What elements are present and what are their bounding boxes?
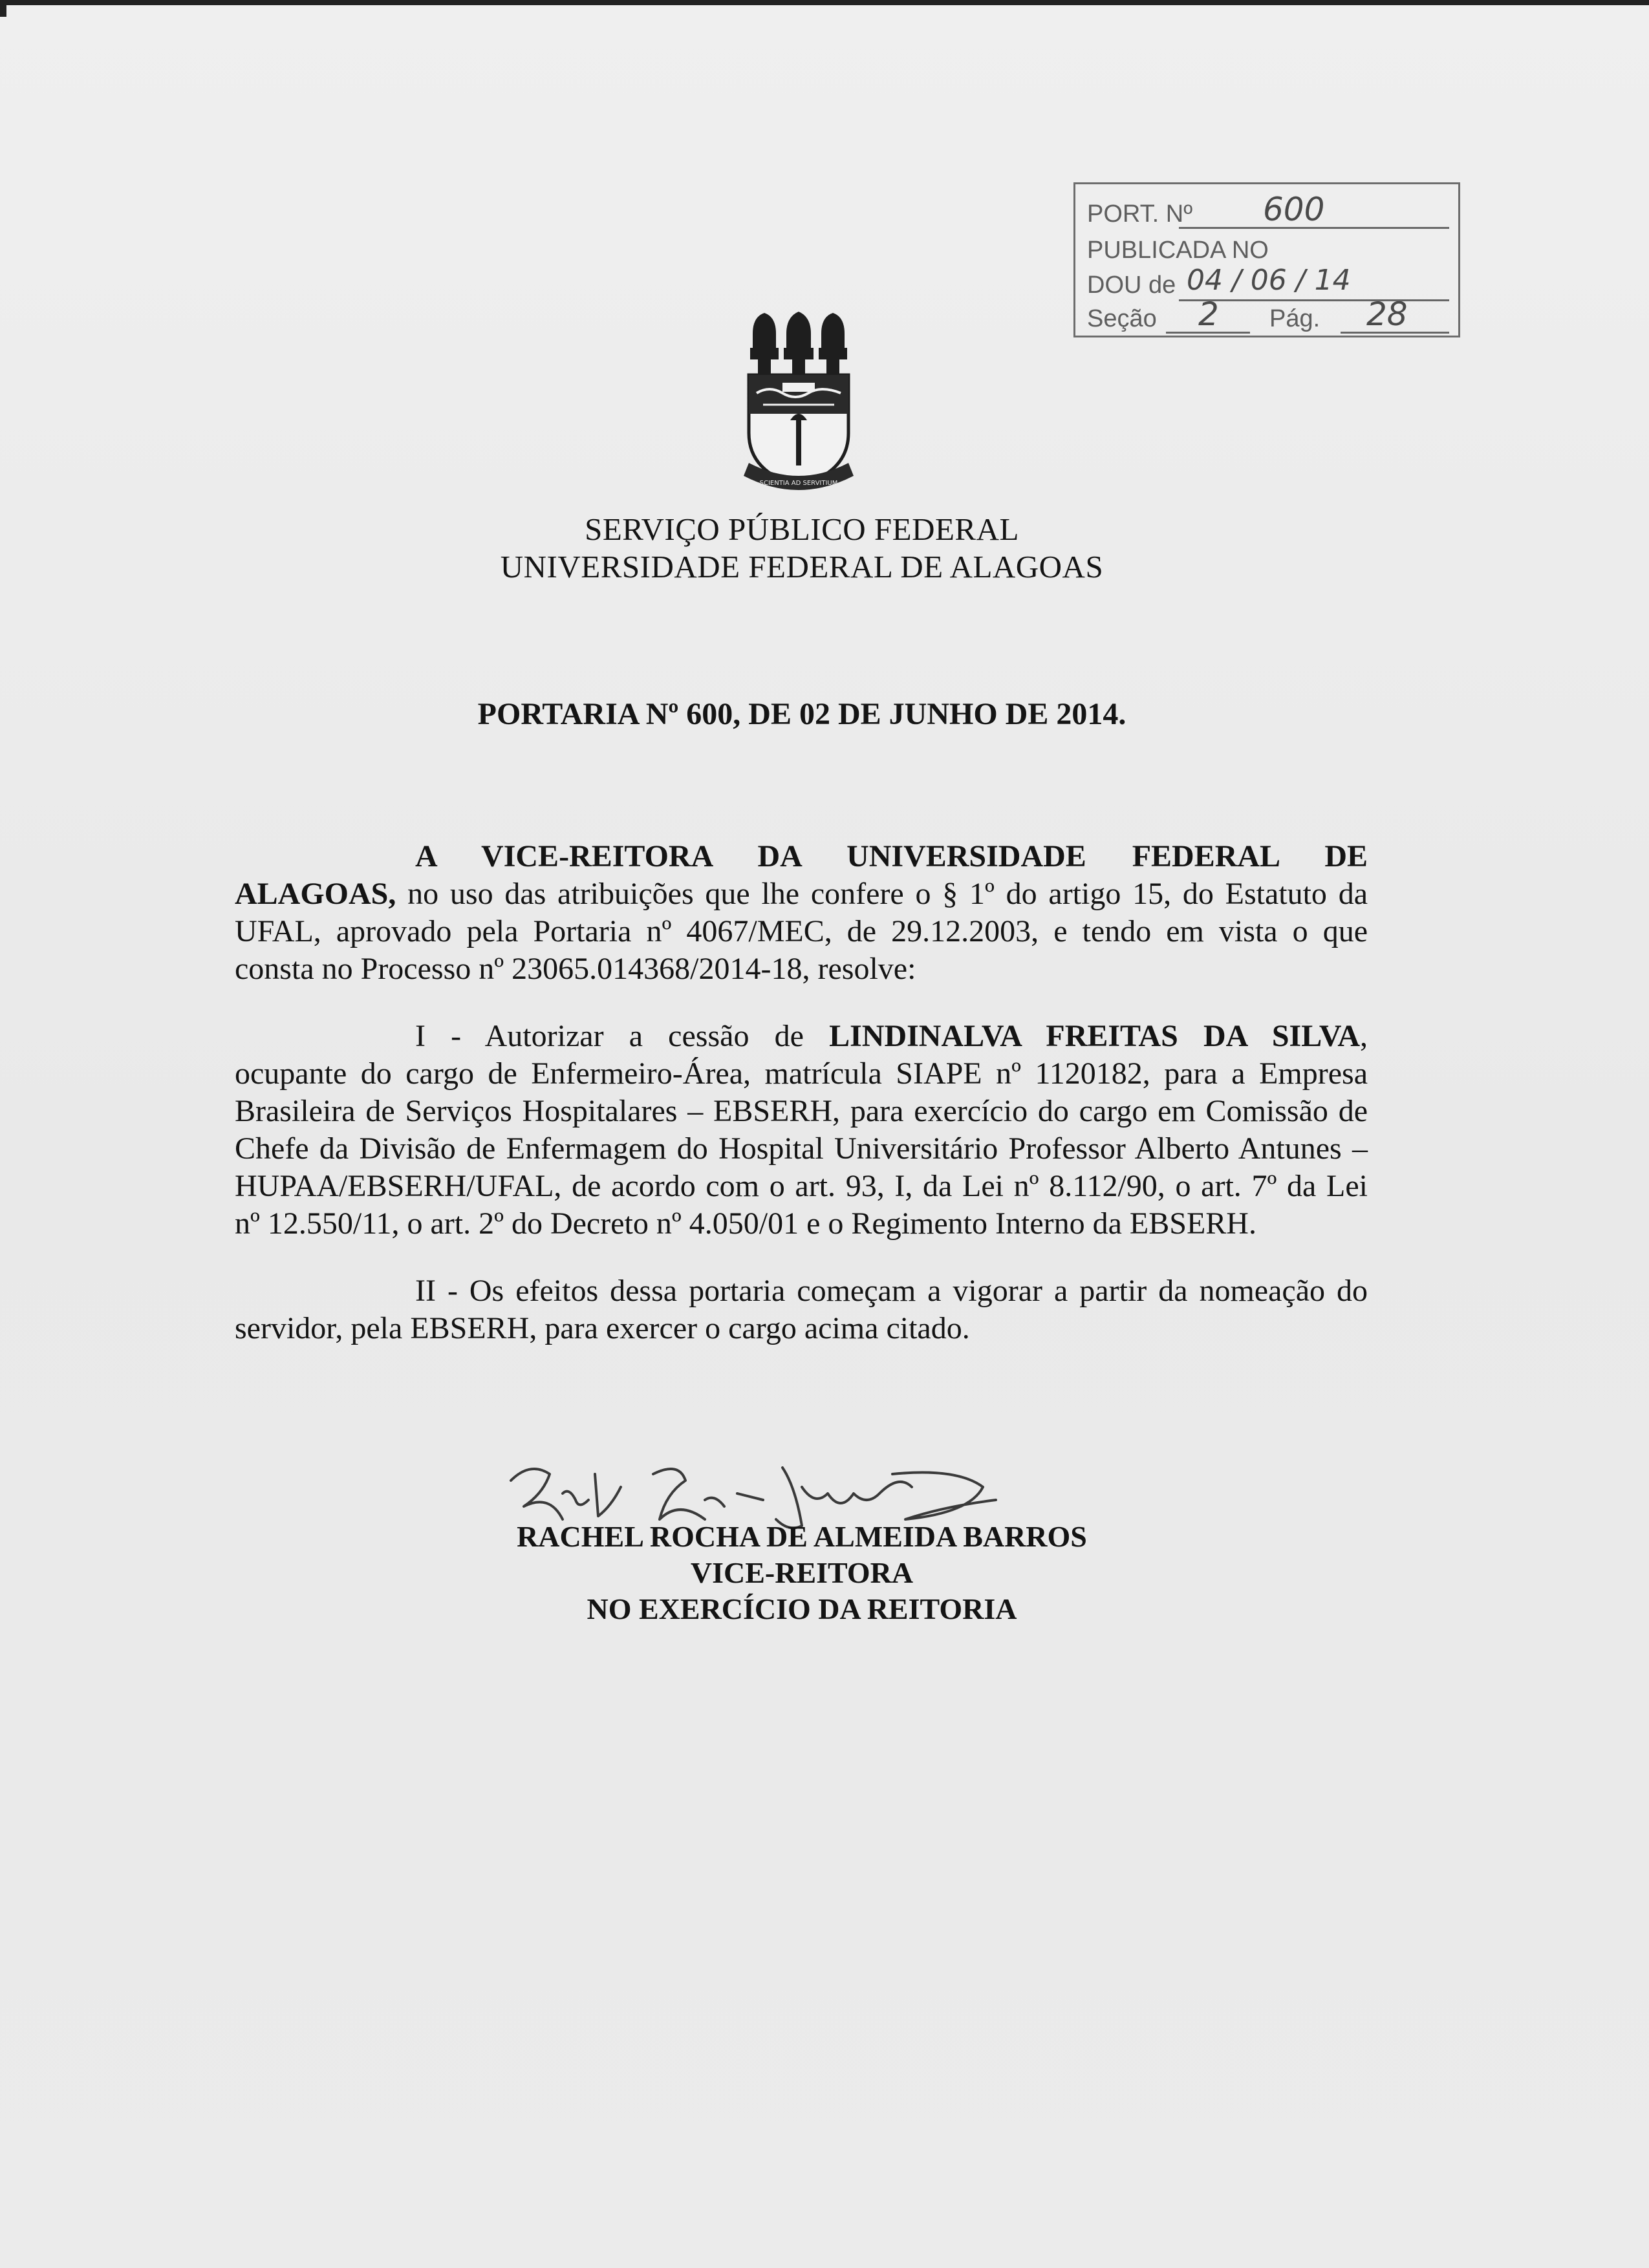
header-line-1: SERVIÇO PÚBLICO FEDERAL	[585, 511, 1019, 547]
stamp-pag-label: Pág.	[1269, 305, 1320, 332]
header-line-2: UNIVERSIDADE FEDERAL DE ALAGOAS	[500, 549, 1104, 584]
stamp-secao-row	[1087, 305, 1157, 333]
item1-line-6: nº 12.550/11, o art. 2º do Decreto nº 4.050/01 e o Regimento Interno da EBSERH.	[235, 1206, 1256, 1241]
coat-motto: SCIENTIA AD SERVITIUM	[759, 480, 838, 487]
item2-line-1: II - Os efeitos dessa portaria começam a vigorar a partir da nomeação do	[415, 1274, 1368, 1308]
stamp-underline	[1179, 299, 1449, 301]
stamp-publicada-label: PUBLICADA NO	[1087, 237, 1269, 264]
item1-name: LINDINALVA FREITAS DA SILVA	[829, 1019, 1360, 1053]
item1-text: ,	[1360, 1019, 1368, 1053]
preamble-line-2	[235, 875, 1368, 913]
item1-line-3: Brasileira de Serviços Hospitalares – EBSERH, para exercício do cargo em Comissão de	[235, 1094, 1368, 1128]
stamp-pag-row	[1269, 305, 1320, 333]
page-title: PORTARIA Nº 600, DE 02 DE JUNHO DE 2014.	[477, 697, 1126, 731]
stamp-pag-value: 28	[1366, 295, 1408, 333]
publication-stamp	[1073, 182, 1460, 337]
item1-line-1	[415, 1018, 1368, 1055]
preamble-bold: A VICE-REITORA DA UNIVERSIDADE FEDERAL DE	[415, 839, 1368, 873]
signatory-role-detail: NO EXERCÍCIO DA REITORIA	[587, 1592, 1017, 1625]
item1-line-2: ocupante do cargo de Enfermeiro-Área, matrícula SIAPE nº 1120182, para a Empresa	[235, 1056, 1368, 1091]
stamp-dou-date: 04 / 06 / 14	[1187, 264, 1351, 297]
item1-line-5: HUPAA/EBSERH/UFAL, de acordo com o art. 93, I, da Lei nº 8.112/90, o art. 7º da Lei	[235, 1169, 1368, 1203]
university-coat-of-arms-icon	[744, 310, 854, 504]
signatory-name: RACHEL ROCHA DE ALMEIDA BARROS	[517, 1520, 1087, 1553]
preamble-line-4: consta no Processo nº 23065.014368/2014-18, resolve:	[235, 952, 916, 986]
preamble-text: no uso das atribuições que lhe confere o § 1º do artigo 15, do Estatuto da	[396, 877, 1368, 911]
stamp-port-value: 600	[1263, 191, 1325, 228]
signatory-role: VICE-REITORA	[690, 1556, 914, 1589]
stamp-secao-value: 2	[1198, 295, 1219, 333]
stamp-port-label: PORT. Nº	[1087, 200, 1193, 228]
stamp-publicada-row	[1087, 236, 1269, 264]
stamp-port-row	[1087, 200, 1192, 228]
preamble-line-1	[415, 838, 1368, 875]
item1-text: I - Autorizar a cessão de	[415, 1019, 830, 1053]
preamble-bold: ALAGOAS,	[235, 877, 396, 911]
scan-edge-top	[0, 0, 1649, 5]
item1-line-4: Chefe da Divisão de Enfermagem do Hospital Universitário Professor Alberto Antunes –	[235, 1131, 1368, 1166]
stamp-dou-label: DOU de	[1087, 272, 1176, 299]
preamble-line-3: UFAL, aprovado pela Portaria nº 4067/MEC, de 29.12.2003, e tendo em vista o que	[235, 914, 1368, 948]
stamp-dou-row	[1087, 271, 1176, 299]
stamp-secao-label: Seção	[1087, 305, 1157, 332]
scan-edge-left	[0, 0, 6, 17]
item2-line-2: servidor, pela EBSERH, para exercer o cargo acima citado.	[235, 1311, 970, 1345]
